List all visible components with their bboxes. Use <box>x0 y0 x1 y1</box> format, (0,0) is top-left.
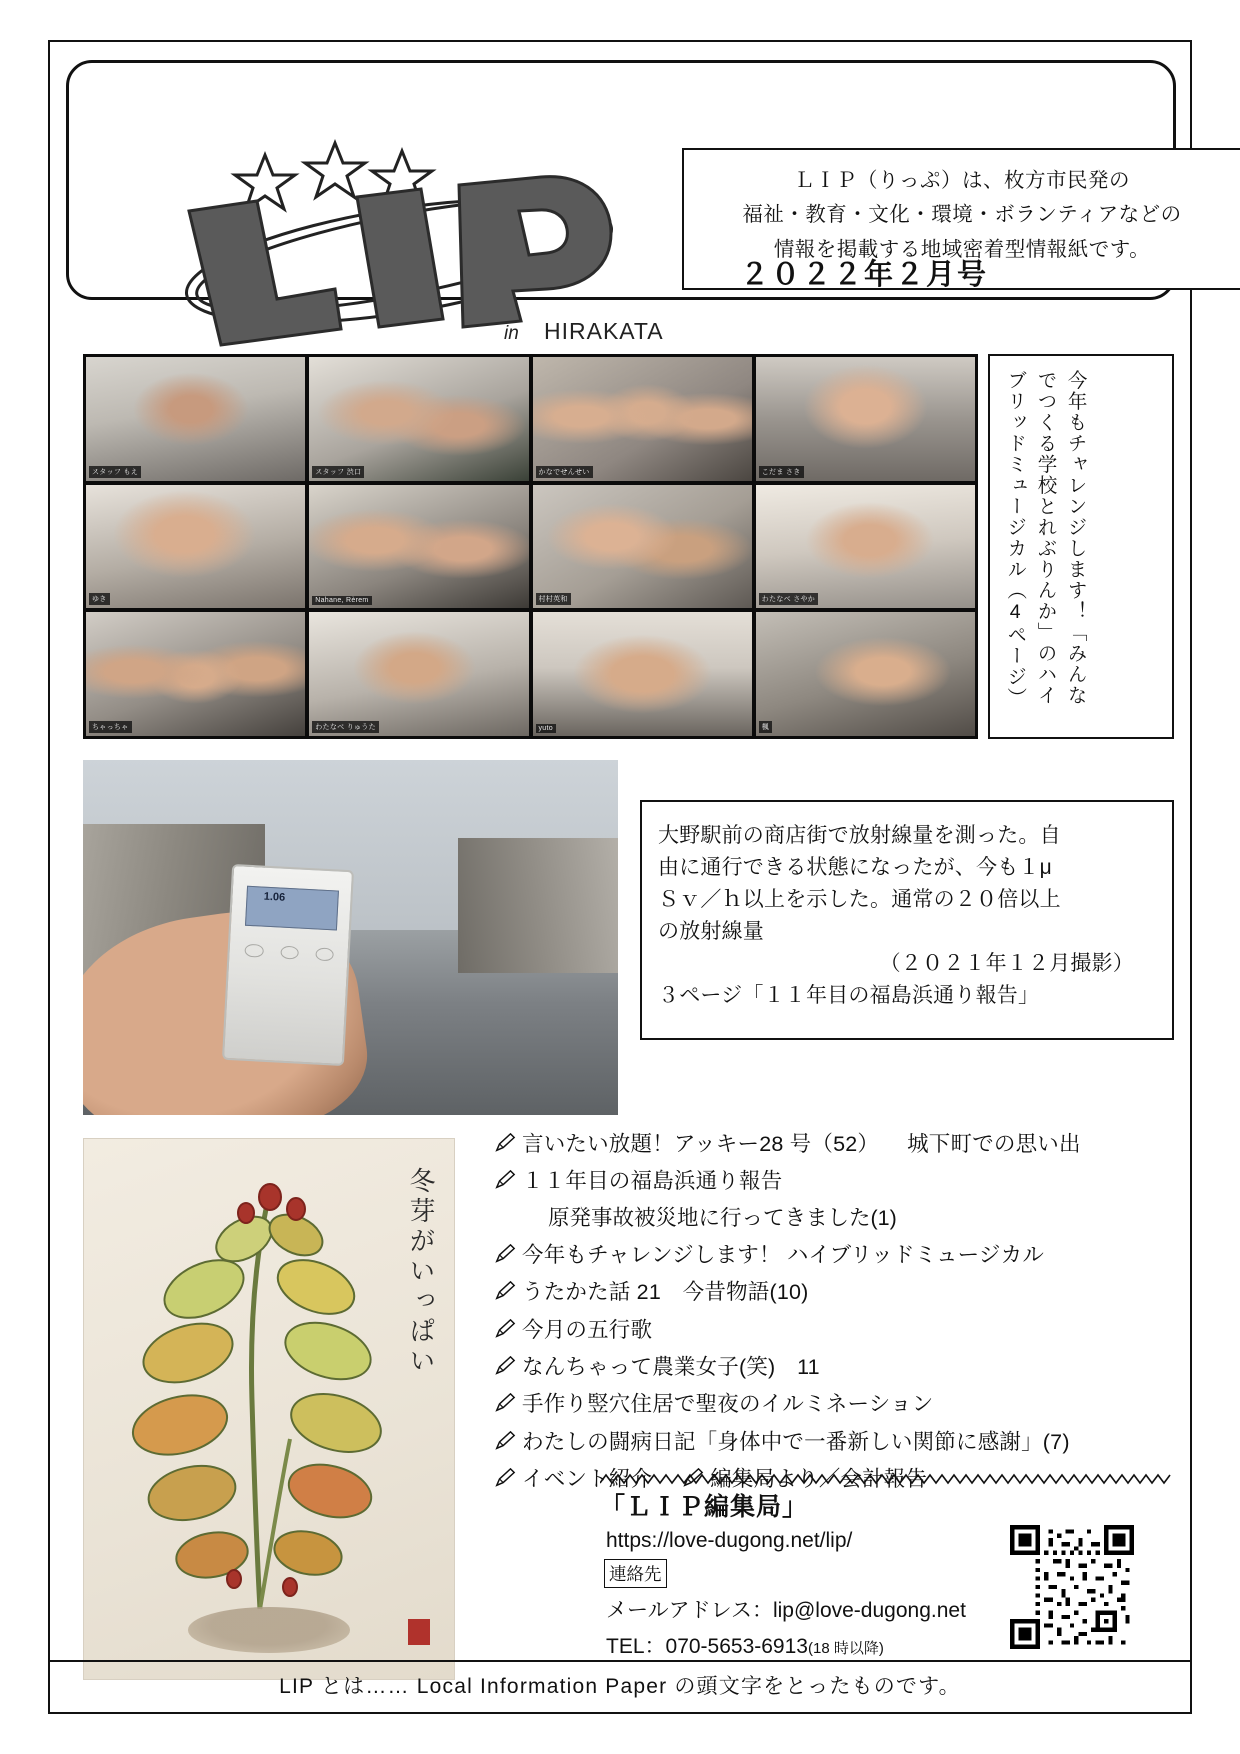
intro-line-3: 情報を掲載する地域密着型情報紙です。 <box>773 237 1151 261</box>
pencil-icon <box>492 1243 518 1265</box>
photo-tile <box>533 612 752 736</box>
contents-item-subtext: 原発事故被災地に行ってきました(1) <box>548 1205 897 1230</box>
intro-line-1: ＬＩＰ（りっぷ）は、枚方市民発の <box>794 169 1130 192</box>
pencil-icon <box>492 1169 518 1191</box>
contents-list <box>492 1130 1182 1502</box>
photo-tile-nameplate: 村村英和 <box>536 593 571 605</box>
radiation-caption-line: 大野駅前の商店街で放射線量を測った。自 <box>658 824 1061 847</box>
radiation-photo <box>83 760 618 1115</box>
painting-soil <box>188 1607 351 1653</box>
contents-item-text: イベント紹介 <box>522 1467 653 1491</box>
photo-tile-nameplate: 楓 <box>759 721 772 733</box>
photo-tile-nameplate: yuto <box>536 724 556 733</box>
geiger-button <box>316 947 335 961</box>
pencil-icon <box>492 1392 518 1414</box>
pencil-icon <box>492 1467 518 1489</box>
geiger-display <box>246 885 339 930</box>
qr-code[interactable] <box>1010 1525 1134 1649</box>
contents-item <box>492 1316 1182 1344</box>
photo-tile-nameplate: ちゃっちゃ <box>89 721 132 733</box>
photo-tile-nameplate: ゆき <box>89 593 110 605</box>
photo-tile <box>533 357 752 481</box>
email-address[interactable]: メールアドレス：lip@love-dugong.net <box>606 1599 966 1622</box>
logo-place-text: HIRAKATA <box>544 318 664 344</box>
painting-artwork <box>84 1139 454 1679</box>
radiation-caption-ref: ３ページ「１１年目の福島浜通り報告」 <box>658 983 1040 1007</box>
geiger-button <box>280 945 299 959</box>
radiation-caption-line: 由に通行できる状態になったが、今も１μ <box>658 855 1052 879</box>
contents-item-text: 言いたい放題！アッキー28 号（52） <box>522 1132 880 1156</box>
contact-label-badge: 連絡先 <box>604 1559 667 1588</box>
photo-grid-caption-text: 今年もチャレンジします！「みんなでつくる学校とれぶりんか」のハイブリッドミュージカル（4ページ） <box>1004 370 1087 709</box>
telephone-note: (18 時以降) <box>807 1640 884 1657</box>
contents-item-text: 今月の五行歌 <box>522 1317 653 1342</box>
photo-tile <box>86 485 305 609</box>
photo-tile-nameplate: スタッフ もえ <box>89 466 141 478</box>
contents-item <box>492 1353 1182 1381</box>
photo-tile <box>309 612 528 736</box>
telephone-value: TEL：070-5653-6913 <box>606 1635 808 1658</box>
decorative-divider <box>600 1472 1172 1486</box>
pencil-icon <box>492 1280 518 1302</box>
photo-tile <box>756 612 975 736</box>
artist-seal-stamp <box>408 1619 430 1645</box>
contents-item <box>492 1130 1182 1158</box>
contents-item <box>492 1278 1182 1306</box>
contents-item-text: わたしの闘病日記「身体中で一番新しい関節に感謝」(7) <box>522 1429 1070 1454</box>
photo-tile <box>86 357 305 481</box>
photo-tile <box>309 485 528 609</box>
intro-line-2: 福祉・教育・文化・環境・ボランティアなどの <box>742 203 1182 227</box>
contents-item-text: 今年もチャレンジします！ ハイブリッドミュージカル <box>522 1242 1045 1267</box>
zoom-photo-grid <box>83 354 978 739</box>
geiger-button <box>245 943 264 957</box>
photo-tile-nameplate: わたなべ りゅうた <box>312 721 379 733</box>
footer-note: LIP とは…… Local Information Paper の頭文字をとったものです。 <box>279 1675 961 1698</box>
photo-tile-nameplate: わたなべ さやか <box>759 593 818 605</box>
logo-in-text: in <box>504 323 519 344</box>
lip-logo <box>149 133 689 363</box>
photo-tile <box>756 357 975 481</box>
pencil-icon <box>492 1318 518 1340</box>
pencil-icon <box>492 1430 518 1452</box>
radiation-caption-box <box>640 800 1174 1040</box>
radiation-caption-line: の放射線量 <box>658 919 764 943</box>
radiation-caption-date: （２０２１年１２月撮影） <box>879 951 1134 975</box>
photo-tile-nameplate: Nahane, Rèrem <box>312 596 371 605</box>
photo-building-right <box>458 838 619 973</box>
geiger-reading: 1.06 <box>263 890 286 904</box>
photo-tile-nameplate: かなでせんせい <box>536 466 593 478</box>
masthead <box>66 60 1182 344</box>
contents-item-text: １１年目の福島浜通り報告 <box>522 1169 783 1194</box>
contents-item <box>492 1428 1182 1456</box>
photo-tile-nameplate: こだま さき <box>759 466 804 478</box>
photo-tile <box>309 357 528 481</box>
website-url[interactable]: https://love-dugong.net/lip/ <box>606 1529 853 1552</box>
photo-tile-nameplate: スタッフ 渋口 <box>312 466 364 478</box>
pencil-icon <box>492 1132 518 1154</box>
photo-tile <box>756 485 975 609</box>
photo-grid-caption-box <box>988 354 1174 739</box>
contents-item-text: 手作り竪穴住居で聖夜のイルミネーション <box>522 1392 934 1417</box>
watercolor-painting <box>83 1138 455 1680</box>
radiation-caption-line: Ｓｖ／ｈ以上を示した。通常の２０倍以上 <box>658 887 1061 911</box>
photo-tile <box>533 485 752 609</box>
contents-item <box>492 1390 1182 1418</box>
footer-divider <box>50 1660 1190 1662</box>
issue-date: ２０２２年２月号 <box>740 259 989 291</box>
pencil-icon <box>492 1355 518 1377</box>
photo-tile <box>86 612 305 736</box>
contents-item-text: うたかた話 21 今昔物語(10) <box>522 1280 809 1305</box>
qr-code-svg <box>1010 1525 1134 1649</box>
painting-handwriting: 冬芽がいっぱい <box>406 1167 436 1377</box>
geiger-counter <box>222 863 354 1065</box>
editorial-office-name: 「ＬＩＰ編集局」 <box>600 1493 809 1521</box>
contents-item <box>492 1241 1182 1269</box>
contents-item-text: なんちゃって農業女子(笑) 11 <box>522 1354 820 1379</box>
contents-item <box>492 1167 1182 1195</box>
contents-item-tail: 編集局より／会計報告 <box>710 1467 928 1491</box>
contents-item-tail: 城下町での思い出 <box>907 1132 1081 1156</box>
